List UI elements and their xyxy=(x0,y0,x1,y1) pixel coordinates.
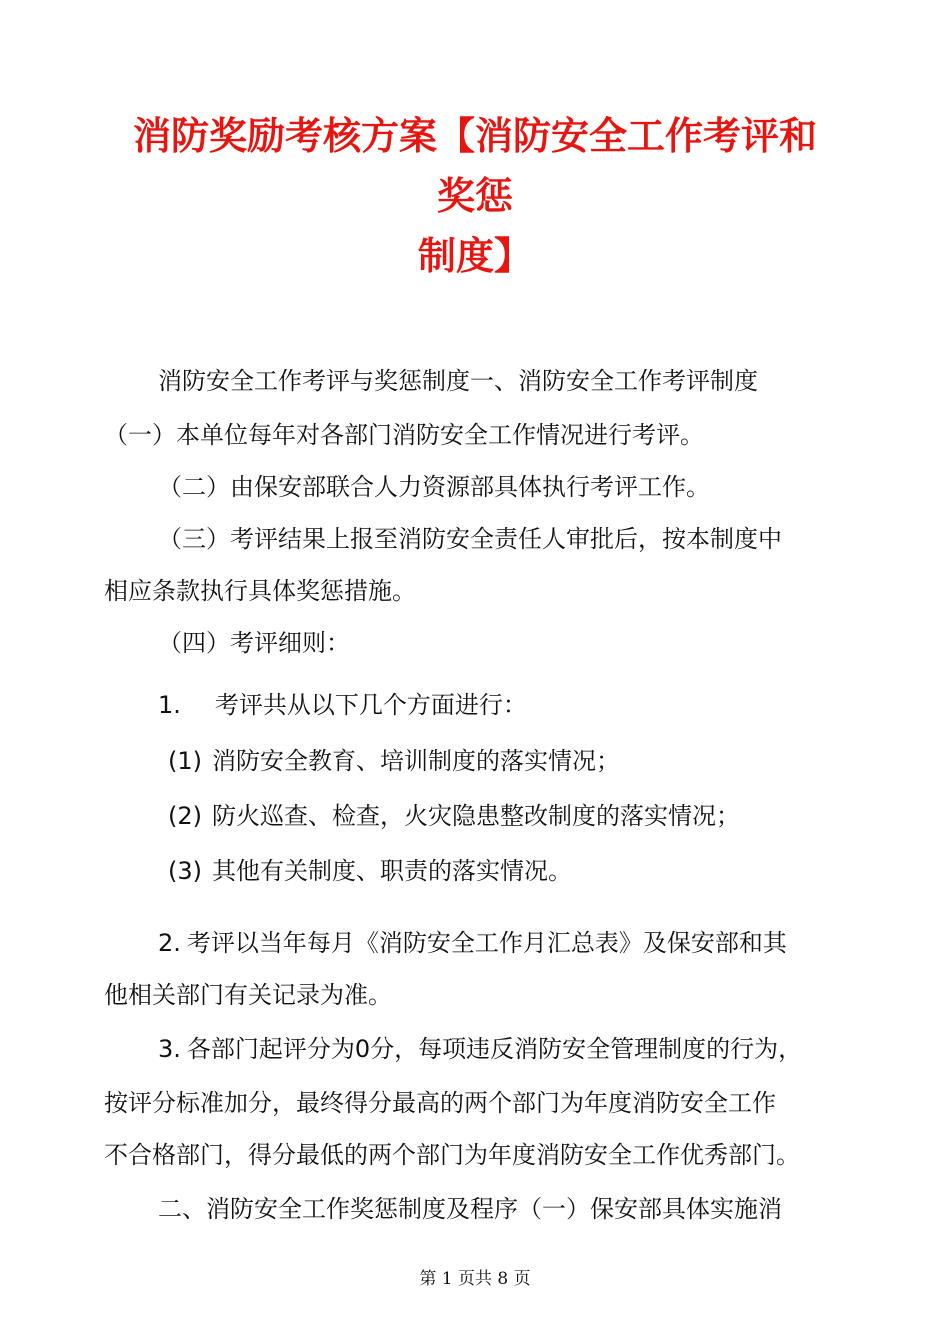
list-item-3-text-b: 分，每项违反消防安全管理制度的行为， xyxy=(370,1035,803,1063)
list-item-2-cont: 他相关部门有关记录为准。 xyxy=(104,981,392,1009)
list-marker-2: 2. xyxy=(158,929,181,957)
paragraph-item-1: （一）本单位每年对各部门消防安全工作情况进行考评。 xyxy=(104,421,704,449)
sublist-marker-3: (3) xyxy=(168,857,202,885)
list-item-3-cont-2: 不合格部门，得分最低的两个部门为年度消防安全工作优秀部门。 xyxy=(104,1141,800,1169)
list-item-3-cont-1: 按评分标准加分，最终得分最高的两个部门为年度消防安全工作 xyxy=(104,1089,776,1117)
paragraph-item-3-cont: 相应条款执行具体奖惩措施。 xyxy=(104,577,416,605)
list-item-1 xyxy=(158,680,908,730)
page-footer: 第 1 页共 8 页 xyxy=(419,1269,531,1289)
sublist-marker-1: (1) xyxy=(168,747,202,775)
sublist-marker-2: (2) xyxy=(168,802,202,830)
title-line-1: 消防奖励考核方案【消防安全工作考评和 xyxy=(132,114,817,158)
title-line-2: 奖惩 xyxy=(436,174,513,218)
sublist-item-1 xyxy=(168,736,918,786)
sublist-item-2 xyxy=(168,791,918,841)
paragraph-item-3: （三）考评结果上报至消防安全责任人审批后，按本制度中 xyxy=(158,525,782,553)
paragraph-item-4: （四）考评细则： xyxy=(158,629,350,657)
paragraph-item-2: （二）由保安部联合人力资源部具体执行考评工作。 xyxy=(158,473,710,501)
sublist-item-3-text: 其他有关制度、职责的落实情况。 xyxy=(212,857,572,885)
list-item-3-text-a: 各部门起评分为 xyxy=(186,1035,355,1063)
list-item-2-text: 考评以当年每月《消防安全工作月汇总表》及保安部和其 xyxy=(186,929,787,957)
sublist-item-2-text: 防火巡查、检查，火灾隐患整改制度的落实情况； xyxy=(212,802,740,830)
list-item-1-text: 考评共从以下几个方面进行： xyxy=(214,691,527,719)
list-item-2 xyxy=(158,918,908,968)
score-zero: 0 xyxy=(354,1035,371,1063)
list-item-3 xyxy=(158,1024,908,1074)
sublist-item-3 xyxy=(168,846,918,896)
section-2-heading: 二、消防安全工作奖惩制度及程序（一）保安部具体实施消 xyxy=(158,1195,782,1223)
sublist-item-1-text: 消防安全教育、培训制度的落实情况； xyxy=(212,747,620,775)
document-title xyxy=(0,106,950,286)
list-marker-1: 1. xyxy=(158,691,181,719)
list-marker-3: 3. xyxy=(158,1035,181,1063)
paragraph-intro: 消防安全工作考评与奖惩制度一、消防安全工作考评制度 xyxy=(158,367,758,395)
title-line-3: 制度】 xyxy=(417,234,532,278)
